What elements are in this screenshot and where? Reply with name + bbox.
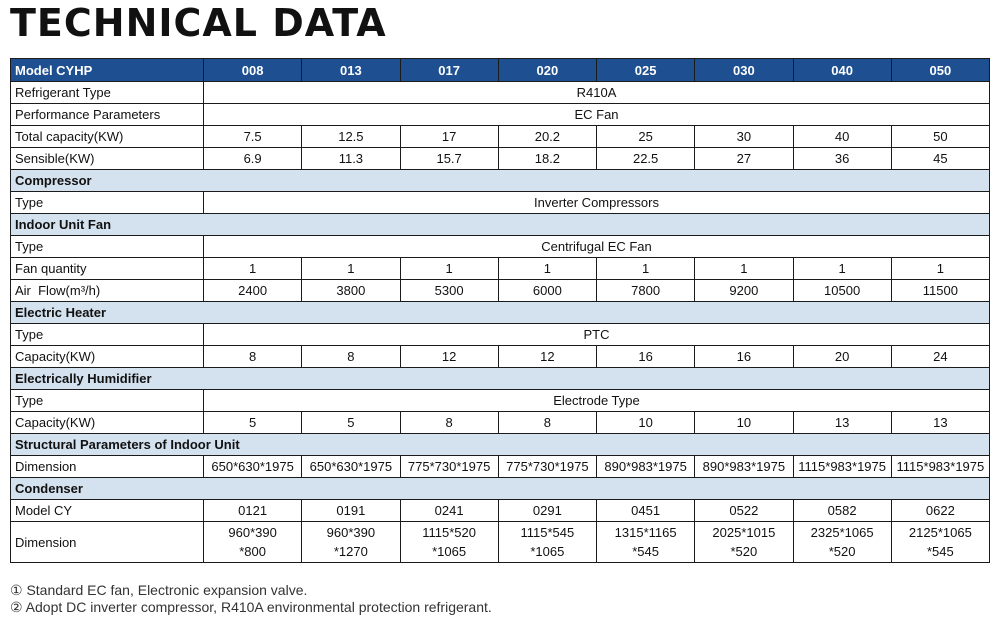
table-cell: 16	[695, 346, 793, 368]
table-cell: 18.2	[498, 148, 596, 170]
table-row-humidifier-capacity	[11, 412, 990, 434]
dimension-line-1: 1115*520	[422, 525, 476, 540]
dimension-line-2: *1065	[432, 544, 467, 559]
table-cell: 20	[793, 346, 891, 368]
table-cell: 0241	[400, 500, 498, 522]
table-cell: 8	[204, 346, 302, 368]
table-cell: 20.2	[498, 126, 596, 148]
dimension-line-1: 960*390	[228, 525, 277, 540]
table-cell: 1	[400, 258, 498, 280]
table-cell: 8	[498, 412, 596, 434]
table-cell: 10	[695, 412, 793, 434]
model-header-cell: 025	[597, 59, 695, 82]
table-cell: 7800	[597, 280, 695, 302]
table-cell: 0522	[695, 500, 793, 522]
model-header-cell: 020	[498, 59, 596, 82]
dimension-line-1: 2125*1065	[908, 525, 972, 540]
row-label: Capacity(KW)	[11, 412, 204, 434]
model-header-cell: 050	[891, 59, 989, 82]
table-row-heater-type	[11, 324, 990, 346]
dimension-line-1: 2025*1015	[712, 525, 776, 540]
table-row-refrigerant-type	[11, 82, 990, 104]
footnotes	[10, 582, 492, 616]
table-cell: 0291	[498, 500, 596, 522]
table-cell: 24	[891, 346, 989, 368]
dimension-line-1: 1115*545	[520, 525, 575, 540]
row-value: R410A	[204, 82, 990, 104]
section-heading: Electric Heater	[11, 302, 990, 324]
table-cell: 11500	[891, 280, 989, 302]
table-cell: 10	[597, 412, 695, 434]
table-cell: 30	[695, 126, 793, 148]
table-cell: 16	[597, 346, 695, 368]
row-value: Electrode Type	[204, 390, 990, 412]
table-cell: 13	[793, 412, 891, 434]
page-title: TECHNICAL DATA	[10, 1, 387, 45]
table-cell: 0451	[597, 500, 695, 522]
table-cell: 0191	[302, 500, 400, 522]
section-heading: Condenser	[11, 478, 990, 500]
table-cell: 50	[891, 126, 989, 148]
table-cell: 890*983*1975	[597, 456, 695, 478]
table-cell: 6000	[498, 280, 596, 302]
table-cell: 3800	[302, 280, 400, 302]
dimension-line-2: *545	[632, 544, 659, 559]
table-cell: 13	[891, 412, 989, 434]
dimension-line-1: 960*390	[326, 525, 376, 540]
table-row-condenser-dimension	[11, 522, 990, 563]
table-cell: 12	[498, 346, 596, 368]
model-header-cell: 017	[400, 59, 498, 82]
table-cell: 9200	[695, 280, 793, 302]
table-cell: 27	[695, 148, 793, 170]
row-label: Capacity(KW)	[11, 346, 204, 368]
dimension-line-2: *520	[730, 544, 758, 559]
table-cell: 17	[400, 126, 498, 148]
table-cell: 1	[891, 258, 989, 280]
row-label: Total capacity(KW)	[11, 126, 204, 148]
table-cell: 650*630*1975	[204, 456, 302, 478]
section-row-compressor	[11, 170, 990, 192]
section-heading: Compressor	[11, 170, 990, 192]
row-label: Air Flow(m³/h)	[11, 280, 204, 302]
model-header-cell: 013	[302, 59, 400, 82]
dimension-line-1: 2325*1065	[810, 525, 874, 540]
row-value: EC Fan	[204, 104, 990, 126]
table-row-performance-parameters	[11, 104, 990, 126]
dimension-line-2: *545	[927, 544, 954, 559]
section-row-structural-parameters	[11, 434, 990, 456]
table-row-total-capacity	[11, 126, 990, 148]
table-cell: 5	[204, 412, 302, 434]
table-cell: 12.5	[302, 126, 400, 148]
table-cell: 1115*983*1975	[891, 456, 989, 478]
row-label: Refrigerant Type	[11, 82, 204, 104]
section-row-condenser	[11, 478, 990, 500]
footnote: ① Standard EC fan, Electronic expansion valve.	[10, 582, 308, 598]
row-label: Performance Parameters	[11, 104, 204, 126]
row-value: Inverter Compressors	[204, 192, 990, 214]
table-cell: 650*630*1975	[302, 456, 400, 478]
dimension-line-2: *1270	[333, 544, 368, 559]
table-cell: 45	[891, 148, 989, 170]
table-cell	[597, 522, 695, 563]
model-header-label: Model CYHP	[11, 59, 204, 82]
table-cell: 7.5	[204, 126, 302, 148]
table-cell: 8	[302, 346, 400, 368]
table-cell: 22.5	[597, 148, 695, 170]
section-row-indoor-unit-fan	[11, 214, 990, 236]
table-cell: 6.9	[204, 148, 302, 170]
table-cell: 890*983*1975	[695, 456, 793, 478]
model-header-cell: 008	[204, 59, 302, 82]
footnote: ② Adopt DC inverter compressor, R410A environmental protection refrigerant.	[10, 599, 492, 615]
dimension-line-1: 1315*1165	[614, 525, 677, 540]
table-cell: 775*730*1975	[400, 456, 498, 478]
section-heading: Indoor Unit Fan	[11, 214, 990, 236]
table-cell: 8	[400, 412, 498, 434]
table-row-condenser-model	[11, 500, 990, 522]
table-cell: 1	[498, 258, 596, 280]
row-label: Type	[11, 236, 204, 258]
model-header-cell: 040	[793, 59, 891, 82]
table-row-compressor-type	[11, 192, 990, 214]
table-row-sensible	[11, 148, 990, 170]
table-cell: 12	[400, 346, 498, 368]
row-label: Type	[11, 390, 204, 412]
row-label: Type	[11, 324, 204, 346]
table-cell: 40	[793, 126, 891, 148]
table-row-fan-quantity	[11, 258, 990, 280]
table-cell: 25	[597, 126, 695, 148]
table-cell	[204, 522, 302, 563]
technical-data-table	[10, 58, 990, 563]
header-row	[11, 59, 990, 82]
table-cell: 0622	[891, 500, 989, 522]
table-cell: 1	[793, 258, 891, 280]
table-cell: 1	[302, 258, 400, 280]
table-cell	[302, 522, 400, 563]
row-value: Centrifugal EC Fan	[204, 236, 990, 258]
row-label: Dimension	[11, 522, 204, 563]
table-row-air-flow	[11, 280, 990, 302]
table-cell: 11.3	[302, 148, 400, 170]
row-label: Dimension	[11, 456, 204, 478]
table-cell: 1	[204, 258, 302, 280]
table-cell	[400, 522, 498, 563]
table-cell: 775*730*1975	[498, 456, 596, 478]
table-cell: 0121	[204, 500, 302, 522]
row-label: Type	[11, 192, 204, 214]
row-label: Sensible(KW)	[11, 148, 204, 170]
table-cell: 1115*983*1975	[793, 456, 891, 478]
row-label: Fan quantity	[11, 258, 204, 280]
table-cell: 36	[793, 148, 891, 170]
table-cell: 0582	[793, 500, 891, 522]
section-row-electrically-humidifier	[11, 368, 990, 390]
row-label: Model CY	[11, 500, 204, 522]
section-row-electric-heater	[11, 302, 990, 324]
table-cell	[793, 522, 891, 563]
section-heading: Structural Parameters of Indoor Unit	[11, 434, 990, 456]
dimension-line-2: *800	[239, 544, 266, 559]
table-cell: 10500	[793, 280, 891, 302]
row-value: PTC	[204, 324, 990, 346]
section-heading: Electrically Humidifier	[11, 368, 990, 390]
dimension-line-2: *520	[828, 544, 856, 559]
table-cell	[891, 522, 989, 563]
table-cell: 2400	[204, 280, 302, 302]
table-cell	[498, 522, 596, 563]
table-row-indoor-dimension	[11, 456, 990, 478]
table-row-heater-capacity	[11, 346, 990, 368]
table-cell: 5300	[400, 280, 498, 302]
table-cell: 15.7	[400, 148, 498, 170]
table-cell: 1	[695, 258, 793, 280]
table-cell: 1	[597, 258, 695, 280]
table-row-humidifier-type	[11, 390, 990, 412]
table-cell: 5	[302, 412, 400, 434]
table-cell	[695, 522, 793, 563]
dimension-line-2: *1065	[530, 544, 565, 559]
model-header-cell: 030	[695, 59, 793, 82]
table-row-fan-type	[11, 236, 990, 258]
